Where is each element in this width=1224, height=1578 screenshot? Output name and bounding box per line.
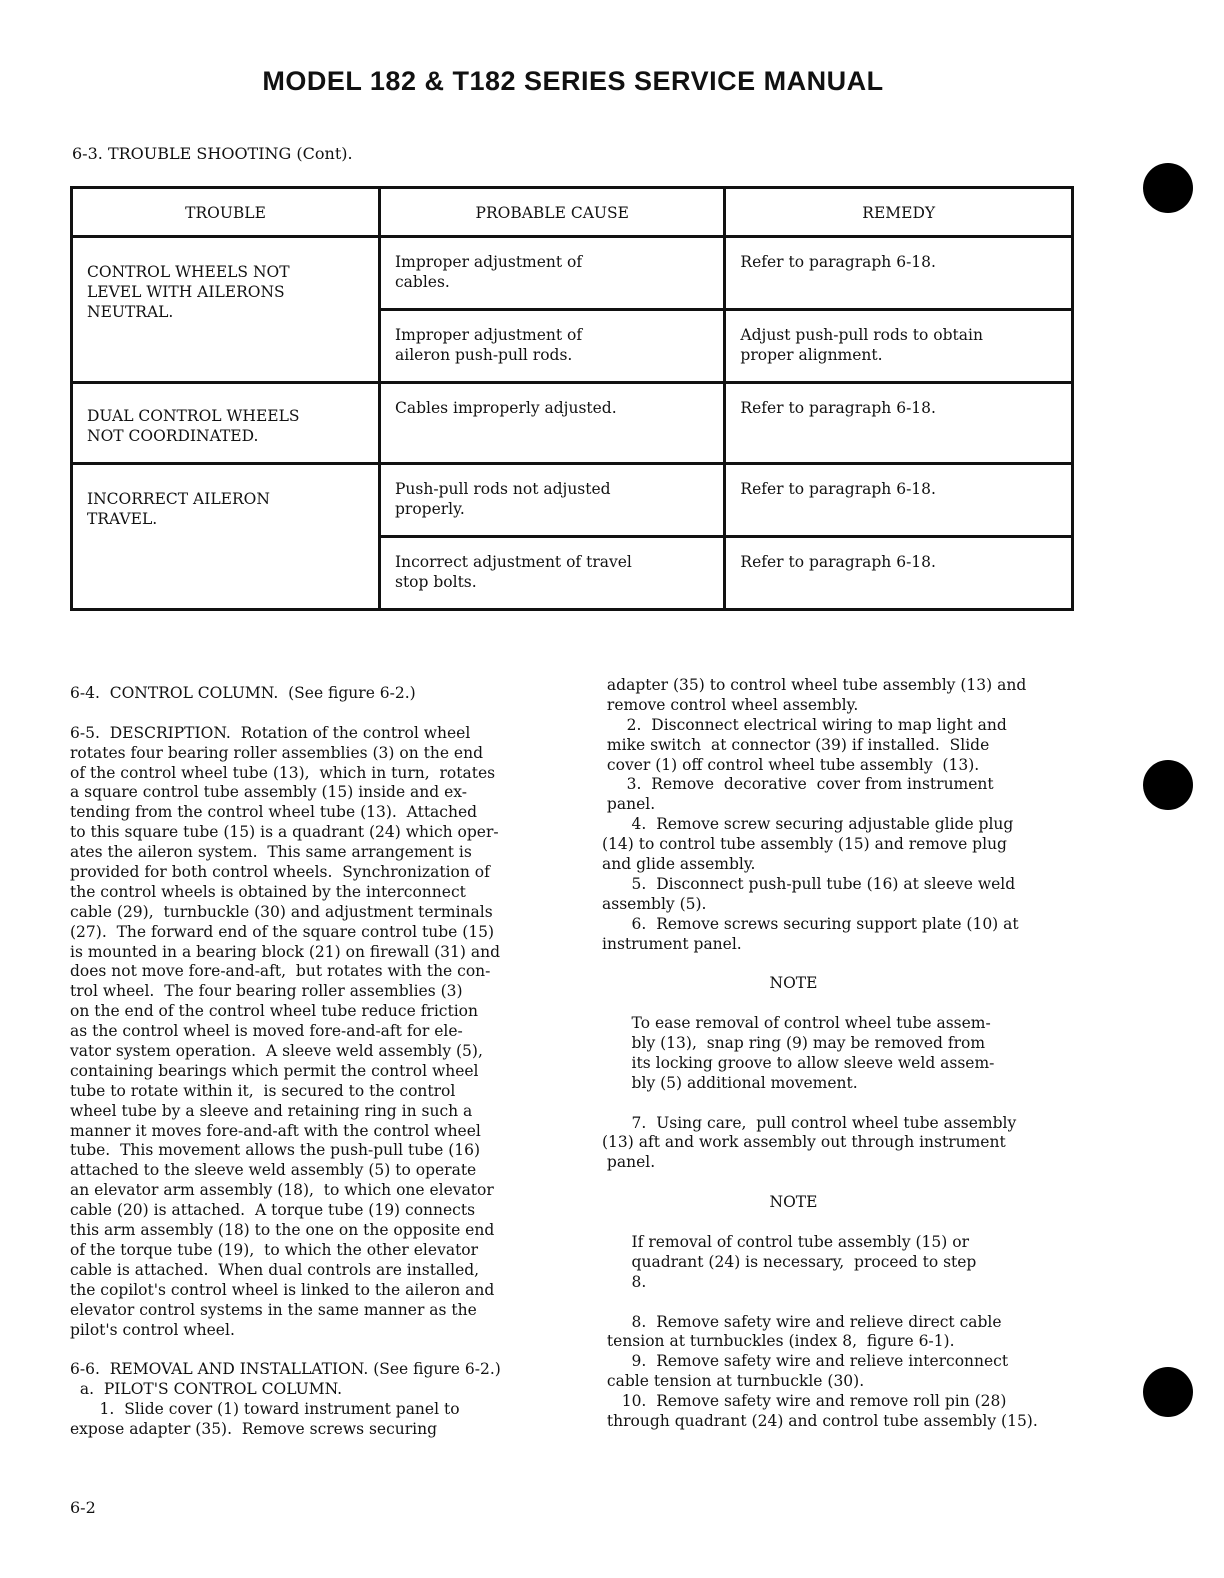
text-line: to this square tube (15) is a quadrant (24) which oper-: [70, 823, 499, 842]
text-line: cable tension at turnbuckle (30).: [602, 1372, 865, 1391]
text-line: [70, 1340, 501, 1360]
text-line: [602, 1173, 1038, 1193]
text-line: tending from the control wheel tube (13). Attached: [70, 803, 478, 822]
text-line: its locking groove to allow sleeve weld assem-: [602, 1053, 995, 1072]
text-line: bly (5) additional movement.: [602, 1073, 858, 1092]
text-line: does not move fore-and-aft, but rotates with the con-: [70, 962, 491, 981]
text-line: a. PILOT'S CONTROL COLUMN.: [70, 1380, 343, 1399]
text-line: quadrant (24) is necessary, proceed to step: [602, 1252, 977, 1271]
section-heading: 6-3. TROUBLE SHOOTING (Cont).: [72, 144, 353, 163]
text-line: 6-5. DESCRIPTION. Rotation of the control wheel: [70, 723, 471, 742]
text-line: [602, 994, 1038, 1014]
text-line: wheel tube by a sleeve and retaining ring in such a: [70, 1101, 473, 1120]
cause-cell: Incorrect adjustment of travel stop bolts.: [380, 537, 725, 610]
text-line: (27). The forward end of the square control tube (15): [70, 922, 495, 941]
text-line: 8.: [602, 1272, 647, 1291]
text-line: adapter (35) to control wheel tube assembly (13) and: [602, 676, 1027, 694]
table-row: [72, 383, 1073, 464]
text-line: vator system operation. A sleeve weld assembly (5),: [70, 1042, 483, 1061]
text-line: If removal of control tube assembly (15) or: [602, 1232, 969, 1251]
header-trouble: TROUBLE: [72, 188, 380, 237]
text-line: pilot's control wheel.: [70, 1320, 235, 1339]
remedy-cell: Refer to paragraph 6-18.: [725, 383, 1073, 464]
table-row: [72, 237, 1073, 310]
text-line: 7. Using care, pull control wheel tube assembly: [602, 1113, 1017, 1132]
text-line: the control wheels is obtained by the interconnect: [70, 882, 466, 901]
text-line: is mounted in a bearing block (21) on firewall (31) and: [70, 942, 501, 961]
page-number: 6-2: [70, 1498, 96, 1517]
text-line: [602, 1213, 1038, 1233]
text-line: 10. Remove safety wire and remove roll pin (28): [602, 1392, 1007, 1411]
text-line: To ease removal of control wheel tube assem-: [602, 1014, 991, 1033]
text-line: 2. Disconnect electrical wiring to map light and: [602, 715, 1007, 734]
text-line: through quadrant (24) and control tube assembly (15).: [602, 1411, 1038, 1430]
text-line: [602, 1094, 1038, 1114]
text-line: tube to rotate within it, is secured to the control: [70, 1081, 456, 1100]
text-line: trol wheel. The four bearing roller assemblies (3): [70, 982, 463, 1001]
text-line: panel.: [602, 795, 656, 814]
text-line: rotates four bearing roller assemblies (3) on the end: [70, 743, 484, 762]
cause-cell: Push-pull rods not adjusted properly.: [380, 464, 725, 537]
text-line: (14) to control tube assembly (15) and remove plug: [602, 835, 1007, 854]
text-line: (13) aft and work assembly out through instrument: [602, 1133, 1006, 1152]
text-line: manner it moves fore-and-aft with the control wheel: [70, 1121, 481, 1140]
header-remedy: REMEDY: [725, 188, 1073, 237]
text-line: containing bearings which permit the control wheel: [70, 1061, 479, 1080]
table-row: [72, 464, 1073, 537]
text-line: as the control wheel is moved fore-and-aft for ele-: [70, 1022, 463, 1041]
text-line: NOTE: [602, 1193, 818, 1212]
binder-hole: [1143, 760, 1193, 810]
trouble-cell: INCORRECT AILERON TRAVEL.: [72, 464, 380, 610]
left-column-text: [70, 684, 501, 1440]
right-column-text: [602, 676, 1038, 1432]
binder-hole: [1143, 163, 1193, 213]
text-line: assembly (5).: [602, 894, 707, 913]
remedy-cell: Refer to paragraph 6-18.: [725, 537, 1073, 610]
binder-hole: [1143, 1367, 1193, 1417]
trouble-shooting-table: [70, 186, 1074, 611]
trouble-cell: CONTROL WHEELS NOT LEVEL WITH AILERONS NEUTRAL.: [72, 237, 380, 383]
text-line: of the control wheel tube (13), which in turn, rotates: [70, 763, 496, 782]
text-line: cable is attached. When dual controls are installed,: [70, 1260, 480, 1279]
text-line: [70, 704, 501, 724]
text-line: 1. Slide cover (1) toward instrument panel to: [70, 1400, 460, 1419]
text-line: elevator control systems in the same manner as the: [70, 1300, 477, 1319]
text-line: tension at turnbuckles (index 8, figure 6-1).: [602, 1332, 955, 1351]
text-line: 4. Remove screw securing adjustable glide plug: [602, 815, 1014, 834]
remedy-cell: Adjust push-pull rods to obtain proper alignment.: [725, 310, 1073, 383]
text-line: 6-6. REMOVAL AND INSTALLATION. (See figure 6-2.): [70, 1360, 501, 1379]
text-line: provided for both control wheels. Synchronization of: [70, 863, 490, 882]
text-line: 6-4. CONTROL COLUMN. (See figure 6-2.): [70, 684, 416, 702]
text-line: tube. This movement allows the push-pull tube (16): [70, 1141, 481, 1160]
text-line: ates the aileron system. This same arrangement is: [70, 843, 472, 862]
text-line: on the end of the control wheel tube reduce friction: [70, 1002, 478, 1021]
page-title: MODEL 182 & T182 SERIES SERVICE MANUAL: [262, 66, 884, 96]
cause-cell: Improper adjustment of aileron push-pull rods.: [380, 310, 725, 383]
header-probable-cause: PROBABLE CAUSE: [380, 188, 725, 237]
text-line: this arm assembly (18) to the one on the opposite end: [70, 1221, 495, 1240]
cause-cell: Cables improperly adjusted.: [380, 383, 725, 464]
text-line: 3. Remove decorative cover from instrument: [602, 775, 994, 794]
text-line: 9. Remove safety wire and relieve interconnect: [602, 1352, 1009, 1371]
text-line: [602, 954, 1038, 974]
text-line: panel.: [602, 1153, 656, 1172]
remedy-cell: Refer to paragraph 6-18.: [725, 464, 1073, 537]
trouble-cell: DUAL CONTROL WHEELS NOT COORDINATED.: [72, 383, 380, 464]
text-line: remove control wheel assembly.: [602, 695, 859, 714]
remedy-cell: Refer to paragraph 6-18.: [725, 237, 1073, 310]
text-line: the copilot's control wheel is linked to the aileron and: [70, 1280, 495, 1299]
text-line: 6. Remove screws securing support plate (10) at: [602, 914, 1019, 933]
text-line: of the torque tube (19), to which the other elevator: [70, 1240, 479, 1259]
text-line: and glide assembly.: [602, 855, 756, 874]
text-line: cover (1) off control wheel tube assembly (13).: [602, 755, 980, 774]
text-line: cable (20) is attached. A torque tube (19) connects: [70, 1201, 476, 1220]
text-line: attached to the sleeve weld assembly (5) to operate: [70, 1161, 477, 1180]
cause-cell: Improper adjustment of cables.: [380, 237, 725, 310]
text-line: [602, 1293, 1038, 1313]
text-line: expose adapter (35). Remove screws securing: [70, 1419, 438, 1438]
text-line: NOTE: [602, 974, 818, 993]
text-line: 5. Disconnect push-pull tube (16) at sleeve weld: [602, 874, 1016, 893]
text-line: mike switch at connector (39) if installed. Slide: [602, 735, 990, 754]
text-line: cable (29), turnbuckle (30) and adjustment terminals: [70, 902, 493, 921]
text-line: 8. Remove safety wire and relieve direct cable: [602, 1312, 1002, 1331]
text-line: a square control tube assembly (15) inside and ex-: [70, 783, 468, 802]
text-line: bly (13), snap ring (9) may be removed from: [602, 1034, 986, 1053]
text-line: an elevator arm assembly (18), to which one elevator: [70, 1181, 494, 1200]
text-line: instrument panel.: [602, 934, 742, 953]
